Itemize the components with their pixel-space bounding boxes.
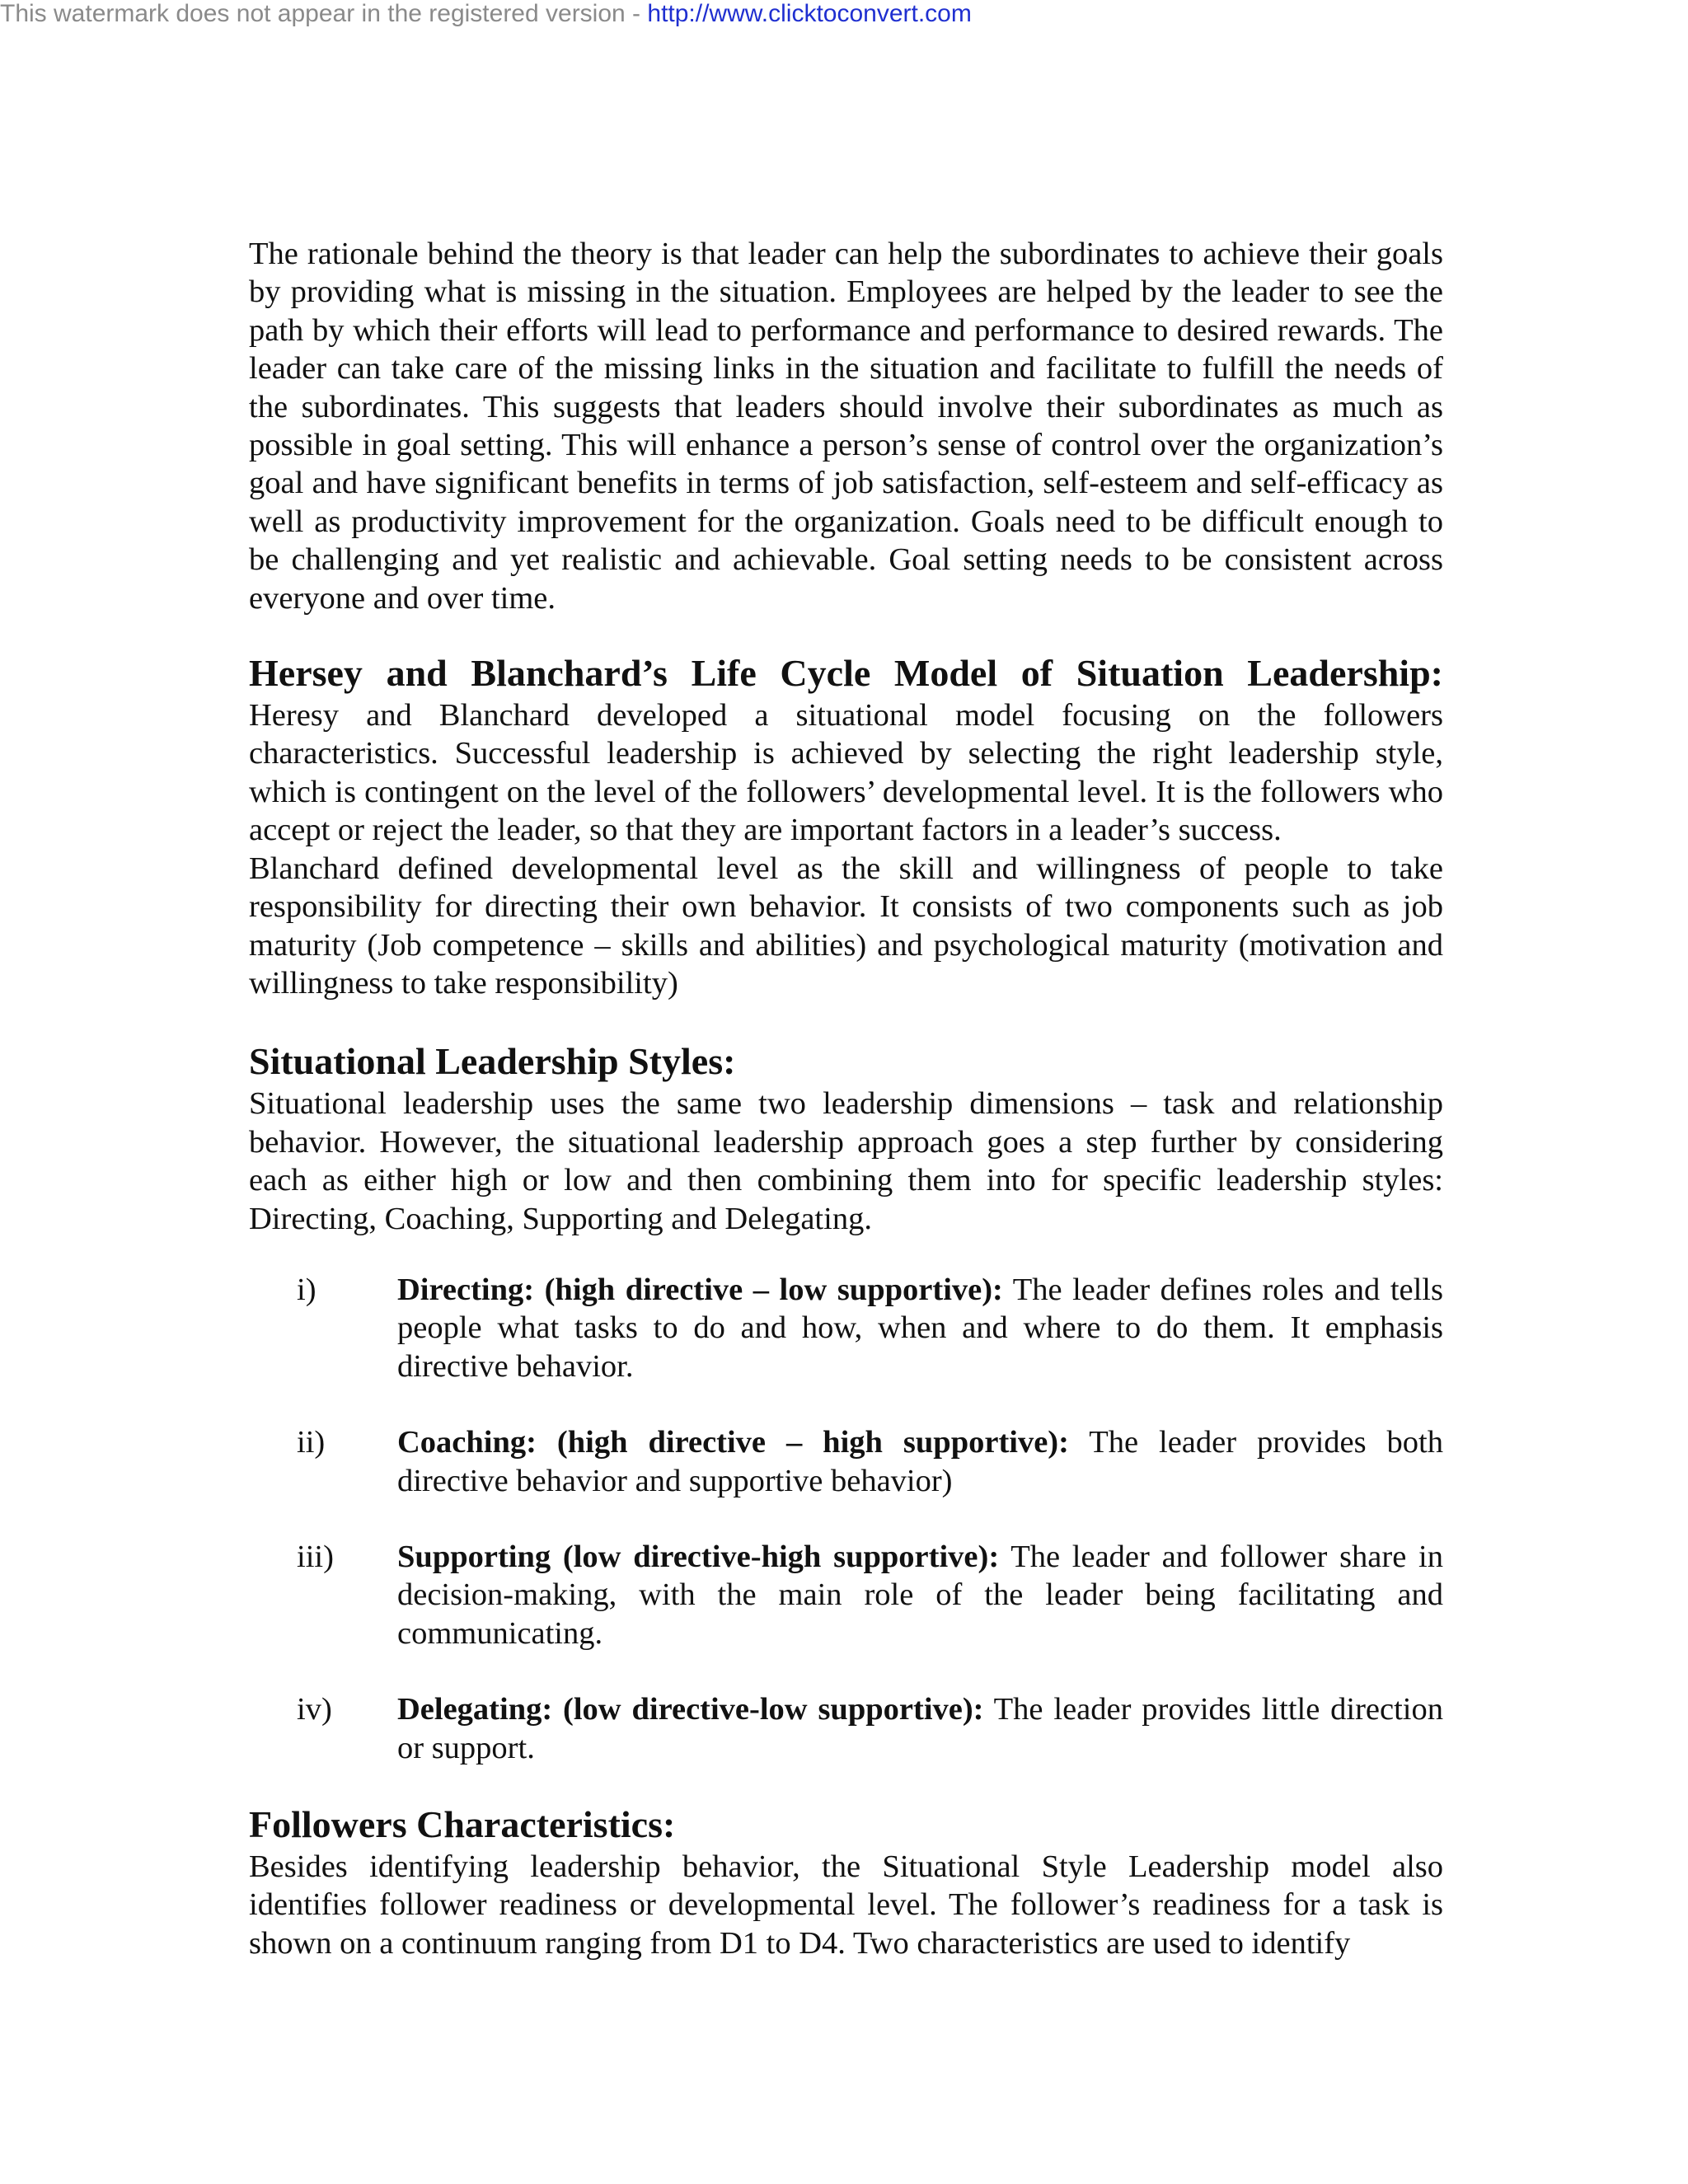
heading-followers-characteristics: Followers Characteristics: [249, 1803, 676, 1845]
styles-paragraph: Situational leadership uses the same two leadership dimensions – task and relationship behavior. However, the situational leadership approach goes a step further by considering each as either high or low and then combining them into for specific leadership styles: Directing, Coaching, Supporting and Delegating. [249, 1086, 1443, 1236]
list-item-description: The leader defines roles and tells people what tasks to do and how, when and where to do them. It emphasis directive behavior. [397, 1272, 1443, 1384]
heading-situational-styles: Situational Leadership Styles: [249, 1040, 736, 1083]
list-item-text [397, 1690, 1443, 1767]
list-item-text [397, 1423, 1443, 1500]
followers-paragraph: Besides identifying leadership behavior, the Situational Style Leadership model also identifies follower readiness or developmental level. The follower’s readiness for a task is shown on a continuum ranging from D1 to D4. Two characteristics are used to identify [249, 1849, 1443, 1961]
list-item-coaching [249, 1423, 1443, 1500]
list-item-delegating [249, 1690, 1443, 1767]
intro-paragraph: The rationale behind the theory is that leader can help the subordinates to achieve their goals by providing what is missing in the situation. Employees are helped by the leader to see the path by which their efforts will lead to performance and performance to desired rewards. The leader can take care of the missing links in the situation and facilitate to fulfill the needs of the subordinates. This suggests that leaders should involve their subordinates as much as possible in goal setting. This will enhance a person’s sense of control over the organization’s goal and have significant benefits in terms of job satisfaction, self-esteem and self-efficacy as well as productivity improvement for the organization. Goals need to be difficult enough to be challenging and yet realistic and achievable. Goal setting needs to be consistent across everyone and over time. [249, 237, 1443, 616]
list-numeral: iv) [297, 1692, 332, 1727]
list-item-directing [249, 1271, 1443, 1385]
list-numeral: ii) [297, 1425, 326, 1460]
list-item-description: The leader and follower share in decision-making, with the main role of the leader being facilitating and communicating. [397, 1539, 1443, 1651]
list-item-supporting [249, 1538, 1443, 1652]
list-item-bold-term: Delegating: (low directive-low supportive): [397, 1692, 984, 1727]
watermark-banner [0, 0, 972, 28]
watermark-link[interactable]: http://www.clicktoconvert.com [647, 0, 972, 27]
list-numeral: iii) [297, 1539, 334, 1574]
list-item-bold-term: Coaching: (high directive – high supportive): [397, 1425, 1069, 1460]
list-item-bold-term: Supporting (low directive-high supportive): [397, 1539, 1000, 1574]
document-page [249, 235, 1443, 1962]
heading-hersey-blanchard: Hersey and Blanchard’s Life Cycle Model of Situation Leadership: [249, 652, 1443, 695]
hersey-paragraph-1: Heresy and Blanchard developed a situational model focusing on the followers characteristics. Successful leadership is achieved by selecting the right leadership style, which is contingent on the level of the followers’ developmental level. It is the followers who accept or reject the leader, so that they are important factors in a leader’s success. [249, 698, 1443, 848]
list-item-description: The leader provides both directive behavior and supportive behavior) [397, 1425, 1443, 1498]
watermark-text: This watermark does not appear in the registered version - [0, 0, 648, 27]
list-item-bold-term: Directing: (high directive – low supportive): [397, 1272, 1003, 1307]
list-item-description: The leader provides little direction or support. [397, 1692, 1444, 1765]
list-item-text [397, 1538, 1443, 1652]
hersey-paragraph-2: Blanchard defined developmental level as the skill and willingness of people to take responsibility for directing their own behavior. It consists of two components such as job maturity (Job competence – skills and abilities) and psychological maturity (motivation and willingness to take responsibility) [249, 851, 1443, 1001]
leadership-styles-list [249, 1271, 1443, 1767]
list-numeral: i) [297, 1272, 316, 1307]
list-item-text [397, 1271, 1443, 1385]
